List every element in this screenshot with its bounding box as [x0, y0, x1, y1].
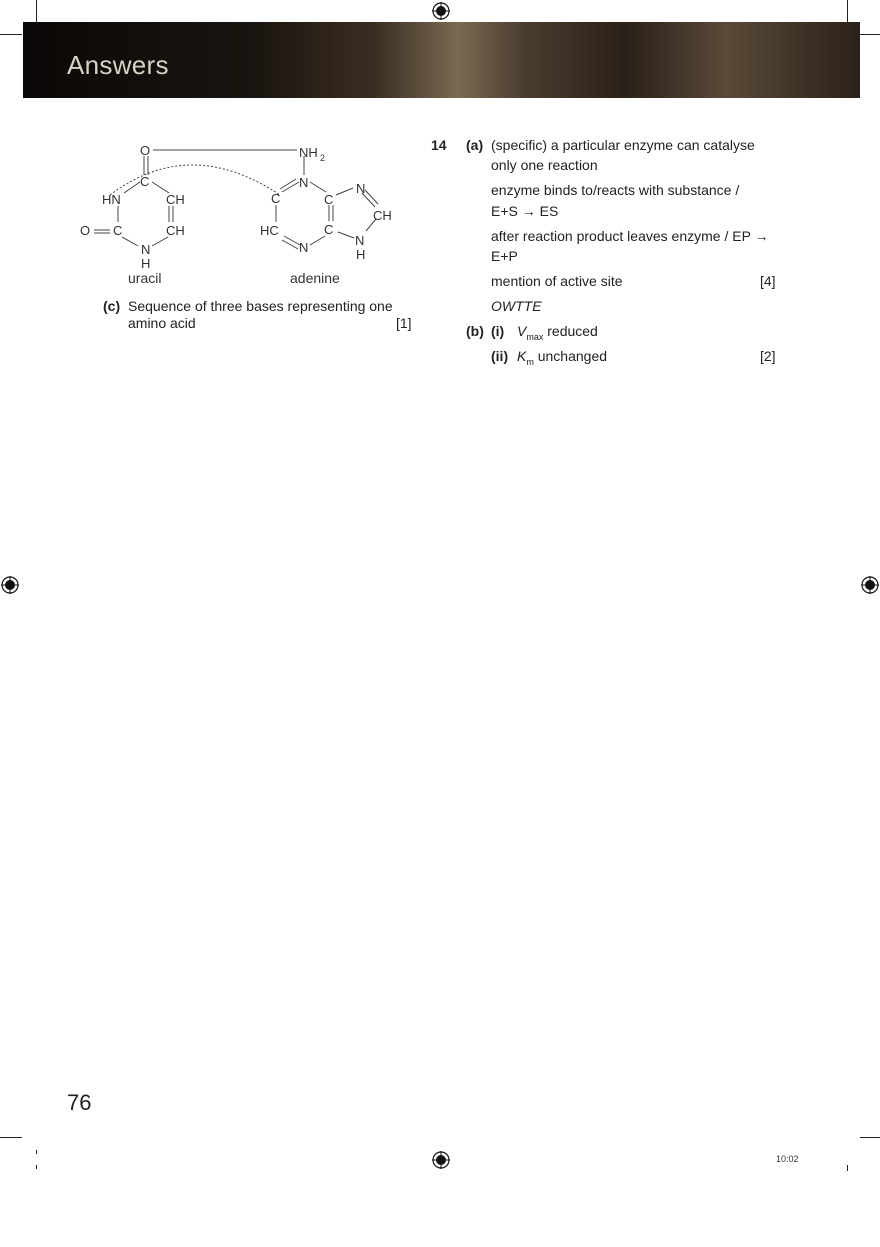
km-subscript: m	[526, 357, 534, 367]
bond-line	[310, 182, 326, 192]
page-number: 76	[67, 1090, 92, 1115]
atom-label: 2	[320, 153, 326, 163]
atom-label: O	[140, 143, 151, 158]
atom-label: C	[324, 192, 334, 207]
registration-mark-icon	[432, 2, 450, 20]
atom-label: HN	[102, 192, 121, 207]
atom-label: H	[141, 256, 151, 271]
registration-mark-icon	[861, 576, 879, 594]
vmax-subscript: max	[526, 332, 544, 342]
answer-line: OWTTE	[491, 298, 542, 314]
hydrogen-bond-arc	[110, 165, 280, 195]
answer-line	[517, 321, 598, 343]
crop-mark	[36, 1150, 37, 1154]
answer-line: enzyme binds to/reacts with substance /	[491, 182, 740, 198]
atom-label: O	[80, 223, 91, 238]
crop-mark	[36, 0, 37, 22]
atom-label: N	[141, 242, 151, 257]
base-pair-diagram	[70, 135, 410, 295]
print-time: 10:02	[776, 1154, 799, 1164]
atom-label: CH	[166, 223, 185, 238]
atom-label: C	[113, 223, 123, 238]
atom-label: HC	[260, 223, 279, 238]
part-c-line: Sequence of three bases representing one	[128, 298, 393, 314]
answer-line: mention of active site	[491, 273, 623, 289]
adenine-label: adenine	[290, 270, 340, 286]
part-b-ii-label: (ii)	[491, 348, 509, 364]
registration-mark-icon	[432, 1151, 450, 1169]
atom-label: N	[356, 181, 366, 196]
answer-line: after reaction product leaves enzyme / EP →	[491, 228, 769, 244]
registration-mark-icon	[1, 576, 19, 594]
atom-label: NH	[299, 145, 318, 160]
vmax-symbol: V	[517, 323, 527, 339]
atom-label: N	[355, 233, 365, 248]
marks-label: [2]	[760, 348, 776, 364]
atom-label: N	[299, 175, 309, 190]
atom-label: N	[299, 240, 309, 255]
part-b-i-label: (i)	[491, 323, 505, 339]
bond-line	[284, 236, 300, 245]
part-a-label: (a)	[466, 137, 484, 153]
answer-text: unchanged	[537, 348, 608, 364]
crop-mark	[847, 1165, 848, 1171]
bond-line	[338, 232, 354, 238]
answer-line: only one reaction	[491, 157, 598, 173]
atom-label: CH	[166, 192, 185, 207]
answer-line: E+P	[491, 248, 518, 264]
atom-label: C	[140, 174, 150, 189]
answer-text: reduced	[547, 323, 598, 339]
bond-line	[282, 240, 298, 249]
answer-line: (specific) a particular enzyme can catalyse	[491, 137, 755, 153]
bond-line	[282, 182, 299, 192]
atom-label: C	[324, 222, 334, 237]
part-b-label: (b)	[466, 323, 484, 339]
answer-line	[517, 346, 607, 368]
crop-mark	[860, 1137, 880, 1138]
bond-line	[152, 237, 168, 246]
bond-line	[124, 182, 140, 193]
crop-mark	[847, 0, 848, 22]
answer-line: E+S → ES	[491, 203, 559, 219]
page-title: Answers	[67, 50, 169, 80]
atom-label: CH	[373, 208, 392, 223]
km-symbol: K	[517, 348, 527, 364]
atom-label: H	[356, 247, 366, 262]
atom-label: C	[271, 191, 281, 206]
crop-mark	[36, 1165, 37, 1169]
bond-line	[365, 190, 378, 204]
marks-label: [4]	[760, 273, 776, 289]
bond-line	[310, 236, 325, 245]
bond-line	[122, 237, 138, 246]
marks-label: [1]	[396, 315, 412, 331]
crop-mark	[860, 34, 880, 35]
part-c-label: (c)	[103, 298, 121, 314]
crop-mark	[0, 1137, 22, 1138]
bond-line	[280, 179, 296, 189]
bond-line	[336, 188, 353, 195]
uracil-label: uracil	[128, 270, 162, 286]
crop-mark	[0, 34, 22, 35]
question-number: 14	[431, 137, 447, 153]
part-c-line: amino acid	[128, 315, 196, 331]
